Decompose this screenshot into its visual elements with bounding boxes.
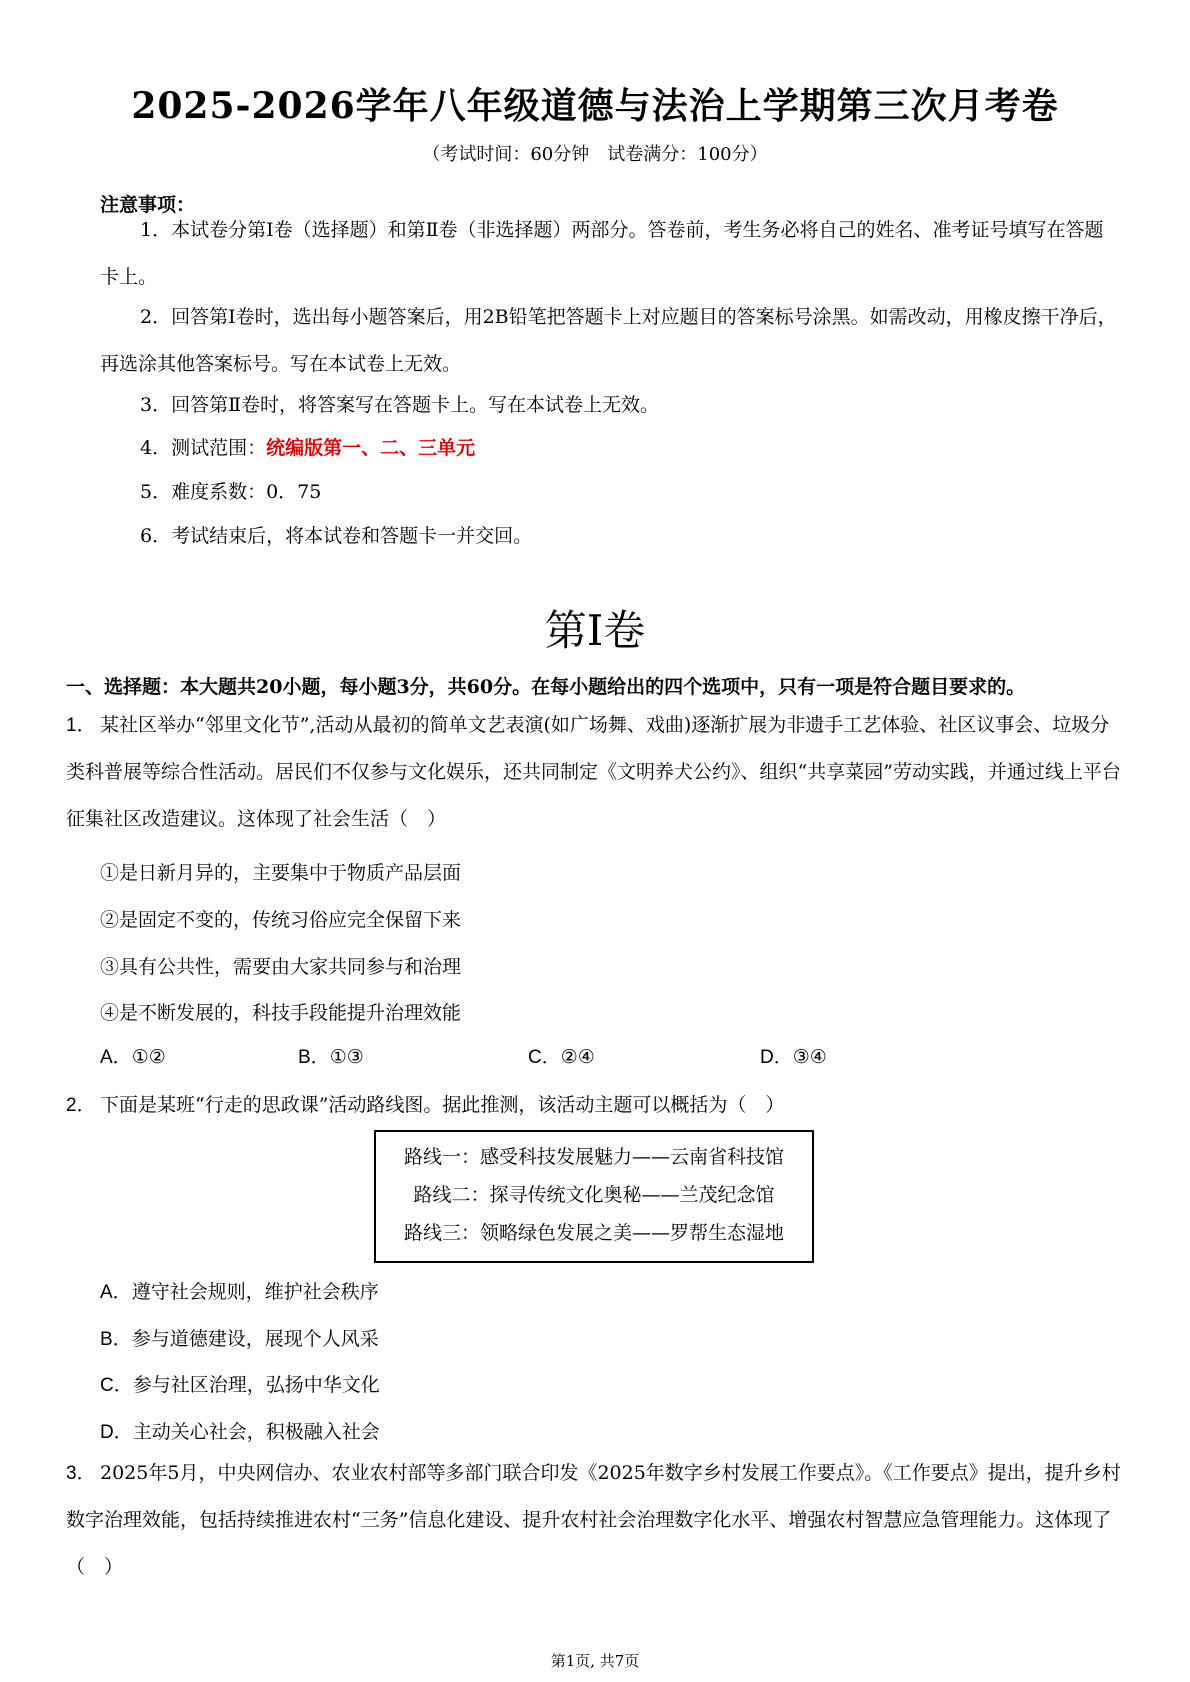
notice-item-5: 5．难度系数：0．75 [140, 481, 322, 503]
option-text: ①③ [329, 1046, 364, 1068]
route-line-1: 路线一：感受科技发展魅力——云南省科技馆 [403, 1146, 784, 1168]
exam-subtitle: （考试时间：60分钟 试卷满分：100分） [422, 144, 768, 165]
route-map-box [374, 1130, 814, 1263]
option-letter: D． [100, 1422, 133, 1443]
question-2-option-c[interactable] [100, 1370, 380, 1397]
question-2-number: 2． [66, 1095, 96, 1116]
question-2-stem: 下面是某班“行走的思政课”活动路线图。据此推测，该活动主题可以概括为（ ） [100, 1094, 785, 1116]
option-letter: B． [298, 1047, 330, 1068]
question-2-option-d[interactable] [100, 1417, 380, 1444]
route-line-3: 路线三：领略绿色发展之美——罗帮生态湿地 [403, 1222, 784, 1244]
question-2-option-a[interactable] [100, 1277, 379, 1304]
notice-item-2: 2．回答第Ⅰ卷时，选出每小题答案后，用2B铅笔把答题卡上对应题目的答案标号涂黑。如需改动，用橡皮擦干净后，再选涂其他答案标号。写在本试卷上无效。 [100, 306, 1117, 375]
notice-item-6: 6．考试结束后，将本试卷和答题卡一并交回。 [140, 525, 533, 547]
question-2-option-b[interactable] [100, 1324, 379, 1351]
question-3-number: 3． [66, 1463, 96, 1484]
question-1-statement: ②是固定不变的，传统习俗应完全保留下来 [100, 909, 462, 931]
notice-item-1: 1．本试卷分第Ⅰ卷（选择题）和第Ⅱ卷（非选择题）两部分。答卷前，考生务必将自己的姓名、准考证号填写在答题卡上。 [100, 219, 1104, 288]
notice-heading: 注意事项： [100, 194, 196, 216]
question-1-stem: 某社区举办“邻里文化节”,活动从最初的简单文艺表演(如广场舞、戏曲)逐渐扩展为非遗手工艺体验、社区议事会、垃圾分类科普展等综合性活动。居民们不仅参与文化娱乐，还共同制定《文明养犬公约》、组织“共享菜园”劳动实践，并通过线上平台征集社区改造建议。这体现了社会生活（ ） [66, 714, 1121, 830]
option-text: ①② [131, 1046, 166, 1068]
notice-item-4-label: 4．测试范围： [140, 437, 267, 459]
option-letter: C． [100, 1375, 133, 1396]
question-3-stem: 2025年5月，中央网信办、农业农村部等多部门联合印发《2025年数字乡村发展工作要点》。《工作要点》提出，提升乡村数字治理效能，包括持续推进农村“三务”信息化建设、提升农村社会治理数字化水平、增强农村智慧应急管理能力。这体现了（ ） [66, 1462, 1121, 1578]
option-text: 参与社区治理，弘扬中华文化 [132, 1374, 380, 1396]
question-1-option-d[interactable] [760, 1042, 827, 1069]
exam-title: 2025-2026学年八年级道德与法治上学期第三次月考卷 [131, 85, 1059, 127]
option-text: 参与道德建设，展现个人风采 [131, 1328, 379, 1350]
option-letter: A． [100, 1047, 132, 1068]
option-text: ③④ [792, 1046, 827, 1068]
question-1-option-c[interactable] [528, 1042, 595, 1069]
question-1-statement: ④是不断发展的，科技手段能提升治理效能 [100, 1002, 462, 1024]
option-letter: B． [100, 1329, 132, 1350]
option-letter: A． [100, 1282, 132, 1303]
notice-item-4 [100, 425, 1120, 472]
option-letter: C． [528, 1047, 561, 1068]
question-1 [66, 702, 1122, 843]
option-text: 遵守社会规则，维护社会秩序 [131, 1281, 379, 1303]
option-letter: D． [760, 1047, 793, 1068]
question-1-statement: ①是日新月异的，主要集中于物质产品层面 [100, 862, 462, 884]
test-scope-highlight: 统编版第一、二、三单元 [266, 437, 476, 459]
section-title: 第Ⅰ卷 [544, 606, 646, 655]
option-text: ②④ [560, 1046, 595, 1068]
question-2 [66, 1082, 1122, 1129]
page-footer: 第1页, 共7页 [550, 1652, 640, 1670]
question-1-option-a[interactable] [100, 1042, 166, 1069]
question-1-number: 1． [66, 715, 96, 736]
question-3 [66, 1450, 1122, 1591]
option-text: 主动关心社会，积极融入社会 [132, 1421, 380, 1443]
notice-item-3: 3．回答第Ⅱ卷时，将答案写在答题卡上。写在本试卷上无效。 [140, 394, 660, 416]
route-line-2: 路线二：探寻传统文化奥秘——兰茂纪念馆 [413, 1184, 775, 1206]
question-1-statement: ③具有公共性，需要由大家共同参与和治理 [100, 956, 462, 978]
question-1-option-b[interactable] [298, 1042, 364, 1069]
section-heading: 一、选择题：本大题共20小题，每小题3分，共60分。在每小题给出的四个选项中，只有一项是符合题目要求的。 [66, 676, 1026, 698]
